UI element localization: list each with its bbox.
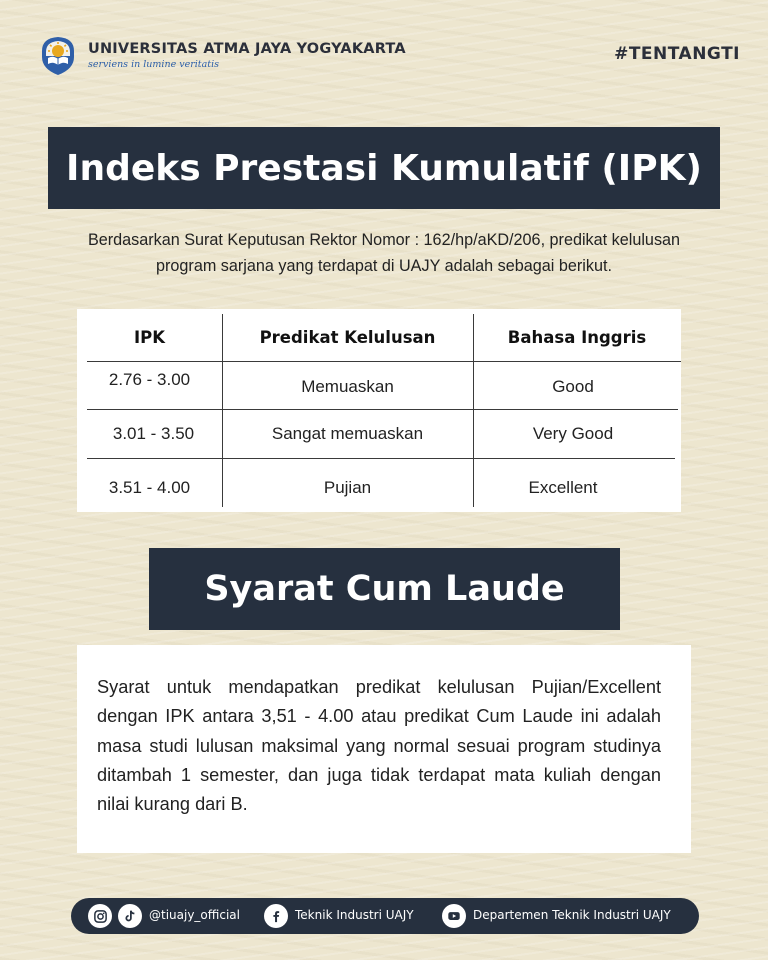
table-header-bahasa-inggris: Bahasa Inggris (507, 328, 647, 347)
university-logo-icon (36, 33, 80, 77)
table-cell-english: Good (552, 377, 594, 396)
ipk-title: Indeks Prestasi Kumulatif (IPK) (48, 127, 720, 209)
cum-laude-card (77, 645, 691, 853)
table-header-ipk: IPK (133, 328, 166, 347)
table-cell-predikat: Memuaskan (301, 377, 394, 396)
table-cell-predikat: Sangat memuaskan (271, 424, 424, 443)
hashtag: #TENTANGTI (614, 44, 740, 64)
youtube-name[interactable]: Departemen Teknik Industri UAJY (473, 908, 671, 922)
table-cell-predikat: Pujian (323, 478, 372, 497)
social-handle[interactable]: @tiuajy_official (149, 908, 240, 922)
ipk-intro-line-1: Berdasarkan Surat Keputusan Rektor Nomor : 162/hp/aKD/206, predikat kelulusan (87, 231, 681, 249)
table-cell-english: Very Good (532, 424, 614, 443)
table-divider (87, 458, 675, 459)
youtube-icon[interactable] (442, 904, 466, 928)
ipk-intro-line-2: program sarjana yang terdapat di UAJY adalah sebagai berikut. (156, 257, 612, 275)
table-cell-ipk: 2.76 - 3.00 (108, 370, 191, 389)
social-footer (71, 898, 699, 934)
tiktok-icon[interactable] (118, 904, 142, 928)
ipk-table (77, 309, 681, 512)
facebook-name[interactable]: Teknik Industri UAJY (295, 908, 414, 922)
cum-laude-body: Syarat untuk mendapatkan predikat kelulusan Pujian/Excellent dengan IPK antara 3,51 - 4.00 atau predikat Cum Laude ini adalah masa studi lulusan maksimal yang normal sesuai program studinya ditambah 1 semester, dan juga tidak terdapat mata kuliah dengan nilai kurang dari B. (97, 677, 661, 815)
university-motto: serviens in lumine veritatis (88, 58, 220, 70)
facebook-icon[interactable] (264, 904, 288, 928)
table-cell-ipk: 3.51 - 4.00 (108, 478, 191, 497)
table-header-predikat: Predikat Kelulusan (259, 328, 436, 347)
table-cell-ipk: 3.01 - 3.50 (112, 424, 195, 443)
table-divider (87, 361, 681, 362)
header (36, 30, 406, 80)
university-name: UNIVERSITAS ATMA JAYA YOGYAKARTA (88, 40, 406, 57)
cum-laude-title: Syarat Cum Laude (149, 548, 620, 630)
instagram-icon[interactable] (88, 904, 112, 928)
table-divider (87, 409, 678, 410)
table-cell-english: Excellent (528, 478, 598, 497)
ipk-intro (40, 227, 728, 279)
